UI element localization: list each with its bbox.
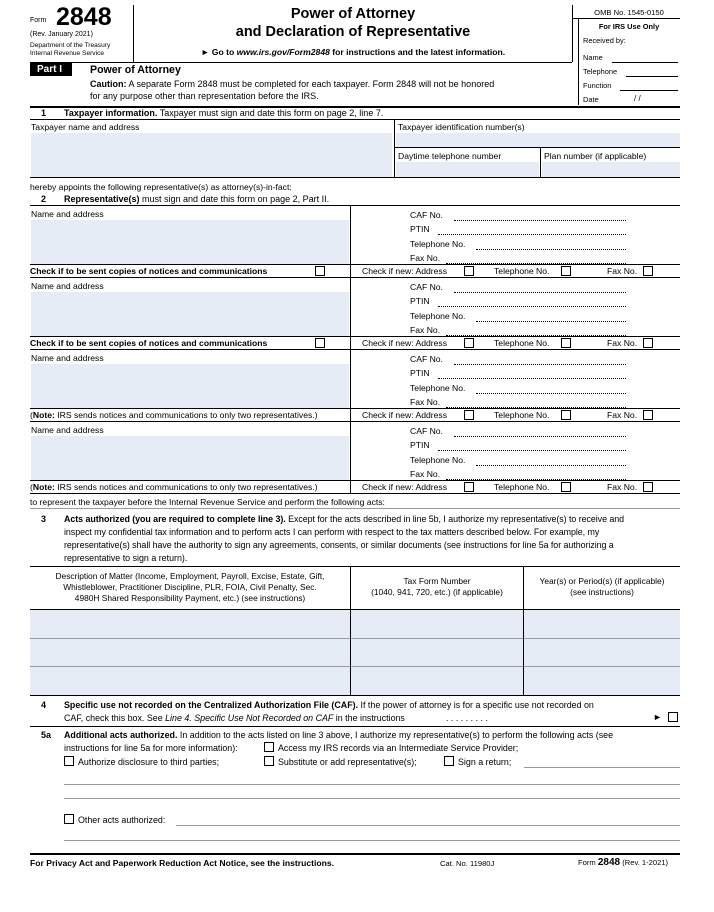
- line4-text2a: CAF, check this box. See: [64, 713, 166, 723]
- rep4-name-field[interactable]: [31, 436, 349, 480]
- irs-date-label: Date: [583, 95, 599, 104]
- other-acts-checkbox[interactable]: [64, 814, 74, 824]
- other-acts-line[interactable]: [176, 825, 680, 826]
- rep2-new-fax-checkbox[interactable]: [643, 338, 653, 348]
- rep-caf-label: CAF No.: [410, 426, 443, 436]
- rep-fax-label: Fax No.: [410, 253, 441, 263]
- caution-bold: Caution:: [90, 79, 127, 89]
- rep4-ptin-field[interactable]: [438, 450, 626, 451]
- footer-form-number: 2848: [597, 857, 621, 868]
- two-reps-note: [30, 410, 318, 420]
- note-open-paren: (: [30, 410, 33, 420]
- rep1-copies-checkbox[interactable]: [315, 266, 325, 276]
- line4-text-l1: [64, 700, 594, 710]
- department-line1: Department of the Treasury: [30, 42, 111, 49]
- rep-name-label: Name and address: [31, 425, 104, 435]
- appoints-text: hereby appoints the following representative(s) as attorney(s)-in-fact:: [30, 182, 292, 192]
- other-acts-line[interactable]: [64, 840, 680, 841]
- rep-caf-label: CAF No.: [410, 210, 443, 220]
- form-number: 2848: [56, 3, 112, 31]
- part-i-title: Power of Attorney: [90, 64, 181, 76]
- plan-number-label: Plan number (if applicable): [544, 151, 647, 161]
- line4-text1: If the power of attorney is for a specific use not recorded on: [358, 700, 594, 710]
- rep4-caf-field[interactable]: [454, 436, 626, 437]
- note-text: IRS sends notices and communications to only two representatives.): [54, 410, 318, 420]
- other-acts-line[interactable]: [64, 798, 680, 799]
- line4-dots: . . . . . . . . .: [446, 713, 488, 723]
- caution-line2: for any purpose other than representation before the IRS.: [90, 91, 319, 101]
- line5a-bold: Additional acts authorized.: [64, 730, 178, 740]
- footer-form-word: Form: [578, 858, 596, 867]
- revision-date: (Rev. January 2021): [30, 31, 93, 38]
- check-new-fax-label: Fax No.: [607, 338, 638, 348]
- line3-text-l3: representative(s) shall have the authority to sign any agreements, consents, or similar documents (see instructions for line 5a for authorizing a: [64, 540, 614, 550]
- rep4-new-fax-checkbox[interactable]: [643, 482, 653, 492]
- access-records-checkbox[interactable]: [264, 742, 274, 752]
- acts-row[interactable]: [30, 667, 680, 695]
- rep-name-label: Name and address: [31, 209, 104, 219]
- check-new-address-label: Check if new: Address: [362, 266, 448, 276]
- rep-caf-label: CAF No.: [410, 354, 443, 364]
- matter-header: [30, 571, 350, 604]
- matter-header-l2: Whistleblower, Practitioner Discipline, PLR, FOIA, Civil Penalty, Sec.: [63, 582, 317, 592]
- sign-return-label: Sign a return;: [458, 757, 512, 767]
- rep-caf-label: CAF No.: [410, 282, 443, 292]
- check-new-telephone-label: Telephone No.: [494, 410, 550, 420]
- line1-text: Taxpayer must sign and date this form on page 2, line 7.: [157, 108, 384, 118]
- rep-name-label: Name and address: [31, 353, 104, 363]
- line2-bold: Representative(s): [64, 194, 140, 204]
- other-acts-line[interactable]: [64, 784, 680, 785]
- rep2-caf-field[interactable]: [454, 292, 626, 293]
- omb-number: OMB No. 1545-0150: [594, 8, 664, 17]
- rep1-new-address-checkbox[interactable]: [464, 266, 474, 276]
- rep2-copies-checkbox[interactable]: [315, 338, 325, 348]
- tax-form-header: [351, 576, 523, 598]
- rep3-name-field[interactable]: [31, 364, 349, 408]
- rep1-caf-field[interactable]: [454, 220, 626, 221]
- check-new-telephone-label: Telephone No.: [494, 266, 550, 276]
- department-line2: Internal Revenue Service: [30, 50, 105, 57]
- rep3-caf-field[interactable]: [454, 364, 626, 365]
- line2-text: must sign and date this form on page 2, Part II.: [139, 194, 330, 204]
- form-title-line1: Power of Attorney: [290, 6, 416, 22]
- rep1-name-field[interactable]: [31, 220, 349, 264]
- irs-telephone-label: Telephone: [583, 67, 618, 76]
- line1-number: 1: [41, 108, 47, 118]
- authorize-disclosure-checkbox[interactable]: [64, 756, 74, 766]
- note-bold: Note:: [32, 410, 55, 420]
- line2-heading: [64, 194, 329, 204]
- line5a-number: 5a: [41, 730, 52, 740]
- line4-bold: Specific use not recorded on the Centralized Authorization File (CAF).: [64, 700, 359, 710]
- rep-telephone-label: Telephone No.: [410, 311, 466, 321]
- access-records-label: Access my IRS records via an Intermediate Service Provider;: [278, 743, 519, 753]
- rep-fax-label: Fax No.: [410, 469, 441, 479]
- rep3-new-telephone-checkbox[interactable]: [561, 410, 571, 420]
- plan-number-field[interactable]: [542, 162, 680, 177]
- rep-name-label: Name and address: [31, 281, 104, 291]
- acts-row[interactable]: [30, 639, 680, 666]
- line5a-text-l2: instructions for line 5a for more information):: [64, 743, 238, 753]
- substitute-rep-checkbox[interactable]: [264, 756, 274, 766]
- substitute-rep-label: Substitute or add representative(s);: [278, 757, 417, 767]
- check-new-fax-label: Fax No.: [607, 410, 638, 420]
- rep4-new-telephone-checkbox[interactable]: [561, 482, 571, 492]
- check-new-address-label: Check if new: Address: [362, 482, 448, 492]
- line4-checkbox[interactable]: [668, 712, 678, 722]
- taxpayer-name-field[interactable]: [31, 133, 392, 177]
- rep3-new-address-checkbox[interactable]: [464, 410, 474, 420]
- goto-suffix: for instructions and the latest information.: [329, 47, 506, 57]
- years-header: [524, 576, 680, 598]
- line3-text-l1: [64, 514, 624, 524]
- privacy-notice: For Privacy Act and Paperwork Reduction Act Notice, see the instructions.: [30, 858, 335, 868]
- rep-telephone-label: Telephone No.: [410, 383, 466, 393]
- footer-form-id: [578, 857, 668, 868]
- rep3-telephone-field[interactable]: [476, 393, 626, 394]
- rep2-ptin-field[interactable]: [438, 306, 626, 307]
- form-label: Form: [30, 17, 47, 24]
- form-title-line2: and Declaration of Representative: [235, 24, 471, 40]
- tin-label: Taxpayer identification number(s): [398, 122, 525, 132]
- catalog-number: Cat. No. 11980J: [440, 859, 495, 868]
- note-text: IRS sends notices and communications to only two representatives.): [54, 482, 318, 492]
- footer-rev: (Rev. 1-2021): [622, 858, 669, 867]
- irs-use-only: For IRS Use Only: [598, 22, 660, 31]
- rep-ptin-label: PTIN: [410, 296, 430, 306]
- line1-heading: [64, 108, 383, 118]
- rep-fax-label: Fax No.: [410, 325, 441, 335]
- check-new-telephone-label: Telephone No.: [494, 338, 550, 348]
- rep1-new-fax-checkbox[interactable]: [643, 266, 653, 276]
- check-new-address-label: Check if new: Address: [362, 410, 448, 420]
- two-reps-note: [30, 482, 318, 492]
- line3-bold: Acts authorized (you are required to complete line 3).: [64, 514, 286, 524]
- check-copies-label: Check if to be sent copies of notices and communications: [30, 266, 268, 276]
- line3-number: 3: [41, 514, 47, 524]
- daytime-phone-field[interactable]: [396, 162, 539, 177]
- rep2-name-field[interactable]: [31, 292, 349, 336]
- rep2-new-telephone-checkbox[interactable]: [561, 338, 571, 348]
- years-header-l2: (see instructions): [570, 587, 634, 597]
- caution-text1: A separate Form 2848 must be completed for each taxpayer. Form 2848 will not be honored: [126, 79, 495, 89]
- taxpayer-name-label: Taxpayer name and address: [31, 122, 140, 132]
- rep1-new-telephone-checkbox[interactable]: [561, 266, 571, 276]
- daytime-phone-label: Daytime telephone number: [398, 151, 502, 161]
- authorize-disclosure-label: Authorize disclosure to third parties;: [78, 757, 220, 767]
- rep-fax-label: Fax No.: [410, 397, 441, 407]
- rep-ptin-label: PTIN: [410, 368, 430, 378]
- check-new-fax-label: Fax No.: [607, 482, 638, 492]
- check-copies-label: Check if to be sent copies of notices and communications: [30, 338, 268, 348]
- acts-row[interactable]: [30, 610, 680, 638]
- irs-name-label: Name: [583, 53, 603, 62]
- rep-ptin-label: PTIN: [410, 440, 430, 450]
- rep-telephone-label: Telephone No.: [410, 239, 466, 249]
- rep2-new-address-checkbox[interactable]: [464, 338, 474, 348]
- line4-arrow: ►: [653, 712, 662, 722]
- irs-function-label: Function: [583, 81, 612, 90]
- rep1-telephone-field[interactable]: [476, 249, 626, 250]
- rep1-ptin-field[interactable]: [438, 234, 626, 235]
- matter-header-l1: Description of Matter (Income, Employment, Payroll, Excise, Estate, Gift,: [55, 571, 325, 581]
- rep3-new-fax-checkbox[interactable]: [643, 410, 653, 420]
- rep-telephone-label: Telephone No.: [410, 455, 466, 465]
- rep4-telephone-field[interactable]: [476, 465, 626, 466]
- rep4-new-address-checkbox[interactable]: [464, 482, 474, 492]
- other-acts-label: Other acts authorized:: [78, 815, 166, 825]
- line4-number: 4: [41, 700, 47, 710]
- years-header-l1: Year(s) or Period(s) (if applicable): [539, 576, 665, 586]
- line4-text-l2: [64, 713, 405, 723]
- irs-url-link[interactable]: www.irs.gov/Form2848: [236, 47, 330, 57]
- matter-header-l3: 4980H Shared Responsibility Payment, etc.) (see instructions): [74, 593, 306, 603]
- rep3-ptin-field[interactable]: [438, 378, 626, 379]
- irs-date-slashes: / /: [634, 94, 641, 103]
- note-open-paren: (: [30, 482, 33, 492]
- instructions-link-line: [134, 47, 572, 57]
- line3-l1: Except for the acts described in line 5b, I authorize my representative(s) to receive and: [285, 514, 625, 524]
- line5a-text-l1: [64, 730, 613, 740]
- line5a-text1: In addition to the acts listed on line 3 above, I authorize my representative(s) to perform the following acts (see: [177, 730, 614, 740]
- part-i-label: Part I: [30, 63, 72, 76]
- rep-ptin-label: PTIN: [410, 224, 430, 234]
- sign-return-checkbox[interactable]: [444, 756, 454, 766]
- note-bold: Note:: [32, 482, 55, 492]
- goto-prefix: ► Go to: [200, 47, 237, 57]
- check-new-address-label: Check if new: Address: [362, 338, 448, 348]
- received-by-label: Received by:: [583, 36, 626, 45]
- tin-field[interactable]: [396, 133, 680, 147]
- line1-bold: Taxpayer information.: [64, 108, 158, 118]
- line3-text-l4: representative to sign a return).: [64, 553, 188, 563]
- line3-text-l2: inspect my confidential tax information and to perform acts I can perform with respect to the tax matters described below. For example, my: [64, 527, 600, 537]
- caution-line1: [90, 79, 494, 89]
- check-new-fax-label: Fax No.: [607, 266, 638, 276]
- line2-number: 2: [41, 194, 47, 204]
- rep2-telephone-field[interactable]: [476, 321, 626, 322]
- tax-form-header-l2: (1040, 941, 720, etc.) (if applicable): [371, 587, 503, 597]
- line4-text2c: in the instructions: [333, 713, 405, 723]
- line4-text2b: Line 4. Specific Use Not Recorded on CAF: [165, 713, 334, 723]
- tax-form-header-l1: Tax Form Number: [403, 576, 471, 586]
- check-new-telephone-label: Telephone No.: [494, 482, 550, 492]
- to-represent-text: to represent the taxpayer before the Internal Revenue Service and perform the following acts:: [30, 497, 385, 507]
